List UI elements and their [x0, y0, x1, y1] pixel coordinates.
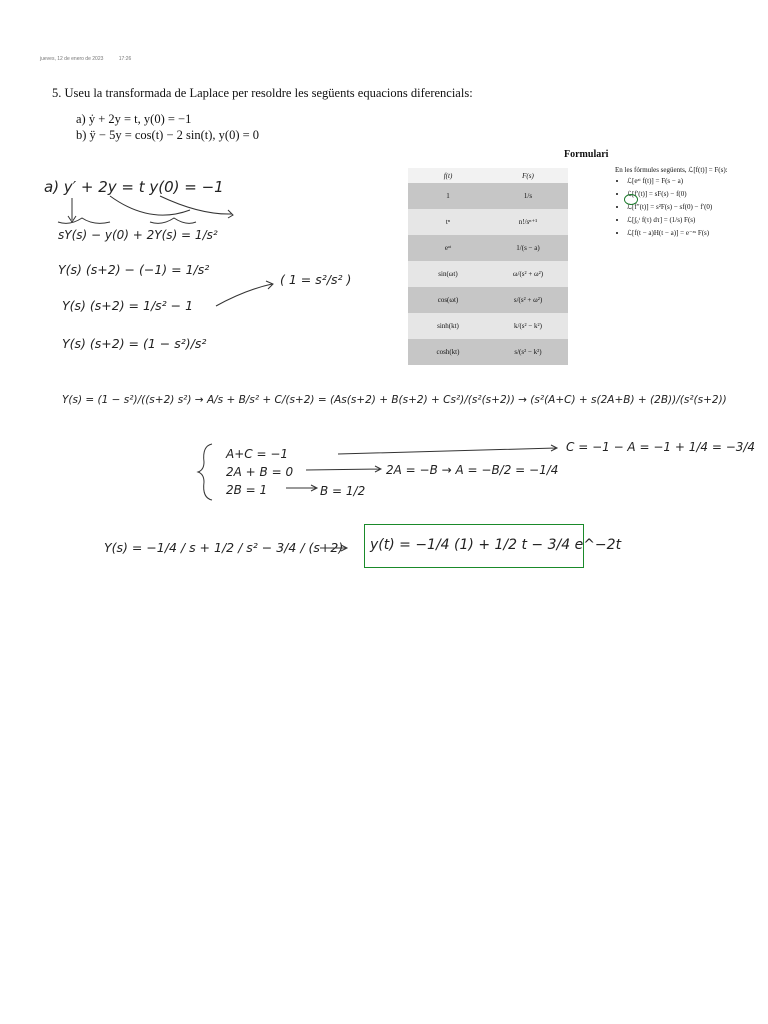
brace-system	[198, 444, 212, 500]
rule-item: • ℒ[eᵃᵗ f(t)] = F(s − a)	[627, 177, 765, 185]
brace-transform-1	[58, 218, 110, 223]
arrow-sys-3	[286, 485, 317, 491]
arrow-sys-1	[338, 445, 557, 454]
rule-item: • ℒ[f(t − a)H(t − a)] = e⁻ᵃˢ F(s)	[627, 229, 765, 237]
arrow-sys-2	[306, 466, 381, 472]
problem-part-a: a) ẏ + 2y = t, y(0) = −1	[76, 112, 192, 126]
rules-intro: En les fórmules següents, ℒ[f(t)] = F(s):	[615, 166, 728, 174]
system-eq-3: 2B = 1	[226, 483, 268, 497]
work-final-transform: Y(s) = −1/4 / s + 1/2 / s² − 3/4 / (s+2)	[104, 540, 344, 555]
final-answer: y(t) = −1/4 (1) + 1/2 t − 3/4 e^−2t	[370, 537, 622, 553]
work-equation: a) y′ + 2y = t y(0) = −1	[44, 178, 224, 196]
table-cell-fs: s/(s² − k²)	[488, 339, 568, 365]
table-header-ft: f(t)	[408, 168, 488, 183]
table-cell-ft: sin(ωt)	[408, 261, 488, 287]
table-cell-fs: 1/s	[488, 183, 568, 209]
result-c: C = −1 − A = −1 + 1/4 = −3/4	[566, 440, 756, 454]
result-b: B = 1/2	[320, 484, 366, 498]
rule-item: • ℒ[∫₀ᵗ f(τ) dτ] = (1/s) F(s)	[627, 216, 765, 224]
work-step-2: Y(s) (s+2) = 1/s² − 1	[62, 298, 194, 313]
table-header-fs: F(s)	[488, 168, 568, 183]
system-eq-1: A+C = −1	[226, 447, 289, 461]
system-eq-2: 2A + B = 0	[226, 465, 294, 479]
work-step-1: Y(s) (s+2) − (−1) = 1/s²	[58, 262, 210, 277]
result-a: 2A = −B → A = −B/2 = −1/4	[386, 463, 559, 477]
work-note: ( 1 = s²/s² )	[280, 272, 352, 287]
formulari-title: Formulari	[564, 149, 609, 160]
table-cell-fs: 1/(s − a)	[488, 235, 568, 261]
arrow-note	[216, 281, 273, 306]
work-partial-fractions: Y(s) = (1 − s²)/((s+2) s²) → A/s + B/s² + C/(s+2) = (As(s+2) + B(s+2) + Cs²)/(s²(s+2)) → (s²(A+C) + s(2A+B) + (2B))/(s²(s+2))	[62, 394, 727, 406]
work-transform: sY(s) − y(0) + 2Y(s) = 1/s²	[58, 228, 218, 242]
table-cell-ft: cos(ωt)	[408, 287, 488, 313]
table-cell-fs: s/(s² + ω²)	[488, 287, 568, 313]
work-step-3: Y(s) (s+2) = (1 − s²)/s²	[62, 336, 207, 351]
table-cell-ft: eᵃᵗ	[408, 235, 488, 261]
table-cell-fs: n!/sⁿ⁺¹	[488, 209, 568, 235]
rule-item: • ℒ[f″(t)] = s²F(s) − sf(0) − f′(0)	[627, 203, 765, 211]
note-time: 17:26	[118, 56, 132, 62]
rule-item: • ℒ[f′(t)] = sF(s) − f(0)	[627, 190, 765, 198]
table-cell-fs: ω/(s² + ω²)	[488, 261, 568, 287]
brace-transform-2	[150, 218, 196, 223]
problem-part-b: b) ÿ − 5y = cos(t) − 2 sin(t), y(0) = 0	[76, 128, 260, 142]
table-cell-ft: 1	[408, 183, 488, 209]
arrow-transform-2	[110, 196, 190, 215]
problem-title: 5. Useu la transformada de Laplace per resoldre les següents equacions diferencials:	[52, 86, 473, 100]
table-cell-ft: sinh(kt)	[408, 313, 488, 339]
table-cell-ft: tⁿ	[408, 209, 488, 235]
arrow-transform-1	[68, 198, 76, 222]
arrow-final	[320, 545, 347, 551]
note-date: jueves, 12 de enero de 2023	[40, 56, 104, 62]
table-cell-fs: k/(s² − k²)	[488, 313, 568, 339]
table-cell-ft: cosh(kt)	[408, 339, 488, 365]
